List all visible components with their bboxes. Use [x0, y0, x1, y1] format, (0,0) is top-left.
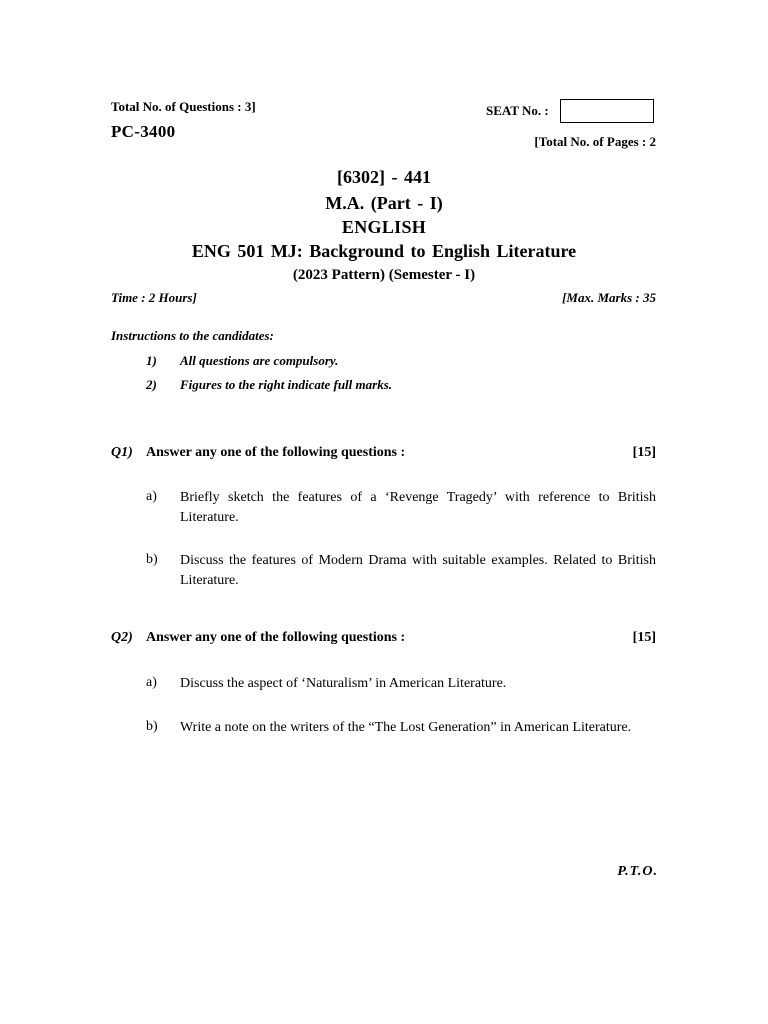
option-label: a) — [146, 489, 157, 504]
option-label: b) — [146, 552, 158, 567]
exam-code: [6302] - 441 — [337, 167, 431, 187]
subject-title: ENGLISH — [341, 217, 427, 237]
max-marks: [Max. Marks : 35 — [562, 290, 656, 305]
question-number: Q1) — [111, 445, 133, 460]
question-text: Answer any one of the following questions : — [146, 630, 406, 645]
course-title: ENG 501 MJ: Background to English Literature — [191, 241, 577, 261]
instruction-number: 1) — [146, 353, 157, 368]
question-number: Q2) — [111, 630, 133, 645]
pattern-semester: (2023 Pattern) (Semester - I) — [292, 267, 476, 283]
please-turn-over: P.T.O. — [617, 864, 658, 879]
instruction-number: 2) — [146, 377, 157, 392]
option-label: a) — [146, 675, 157, 690]
time-limit: Time : 2 Hours] — [111, 290, 197, 305]
option-text: Discuss the aspect of ‘Naturalism’ in American Literature. — [180, 676, 507, 691]
seat-number-box — [560, 99, 654, 123]
question-marks: [15] — [632, 445, 656, 460]
option-text: Discuss the features of Modern Drama with suitable examples. Related to British Literature. — [180, 553, 656, 588]
instruction-text: All questions are compulsory. — [180, 353, 339, 368]
degree-title: M.A. (Part - I) — [325, 193, 443, 213]
instructions-heading: Instructions to the candidates: — [111, 328, 274, 343]
instruction-text: Figures to the right indicate full marks. — [180, 377, 393, 392]
option-text: Briefly sketch the features of a ‘Revenge Tragedy’ with reference to British Literature. — [180, 490, 656, 525]
total-pages-label: [Total No. of Pages : 2 — [534, 134, 656, 149]
option-text: Write a note on the writers of the “The Lost Generation” in American Literature. — [180, 720, 632, 735]
total-questions-label: Total No. of Questions : 3] — [111, 99, 256, 114]
option-label: b) — [146, 719, 158, 734]
question-marks: [15] — [632, 630, 656, 645]
question-text: Answer any one of the following questions : — [146, 445, 406, 460]
seat-number-label: SEAT No. : — [486, 103, 549, 118]
paper-code: PC-3400 — [111, 122, 176, 141]
